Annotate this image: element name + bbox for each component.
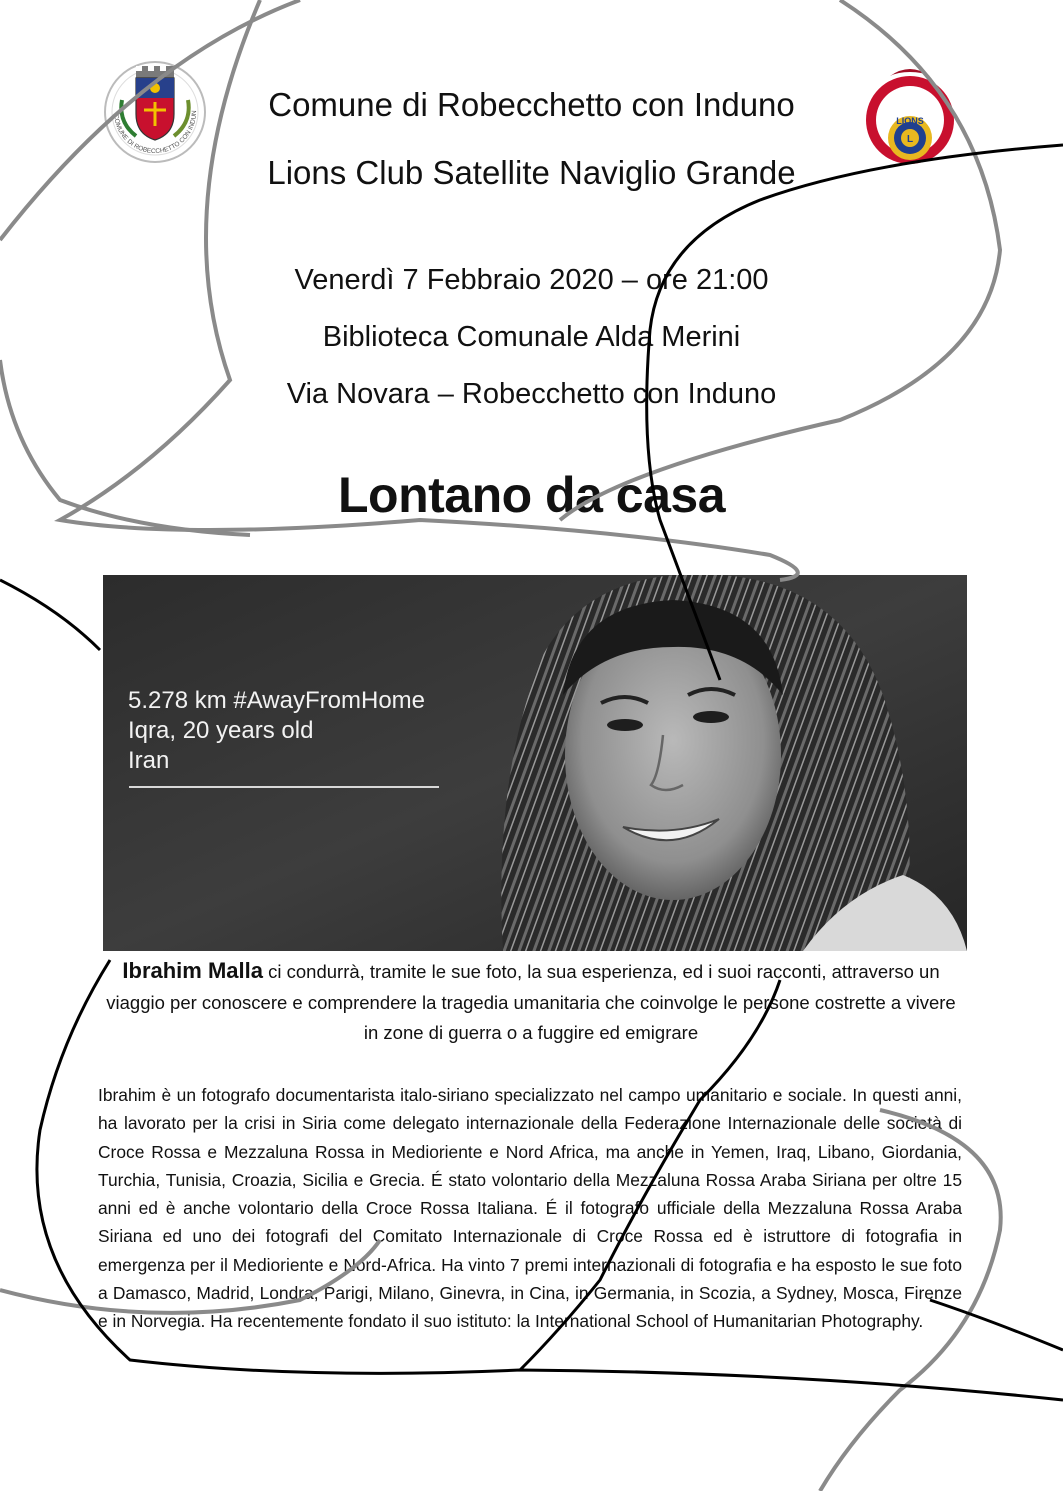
photo-caption-country: Iran	[128, 747, 170, 774]
event-date-time: Venerdì 7 Febbraio 2020 – ore 21:00	[294, 264, 769, 296]
photo-caption-person: Iqra, 20 years old	[128, 717, 314, 744]
lions-logo-text: LIONS	[896, 116, 924, 126]
event-address: Via Novara – Robecchetto con Induno	[286, 378, 777, 410]
header-comune: Comune di Robecchetto con Induno	[268, 86, 795, 123]
event-title: Lontano da casa	[337, 467, 726, 523]
speaker-name: Ibrahim Malla	[122, 958, 263, 983]
header-lions-club: Lions Club Satellite Naviglio Grande	[267, 154, 796, 191]
lead-text: ci condurrà, tramite le sue foto, la sua esperienza, ed i suoi racconti, attraverso un viaggio per conoscere e comprendere la tragedia umanitaria che coinvolge le persone costrette a vivere in zone di guerra o a fuggire ed emigrare	[106, 961, 956, 1043]
event-venue: Biblioteca Comunale Alda Merini	[322, 321, 741, 353]
coat-of-arms-ring-text: COMUNE DI ROBECCHETTO CON INDUN	[112, 110, 199, 156]
lead-paragraph	[98, 956, 964, 1049]
portrait-photo	[103, 575, 967, 951]
photo-caption-divider	[129, 786, 439, 788]
photo-caption-distance: 5.278 km #AwayFromHome	[128, 687, 425, 714]
biography-paragraph: Ibrahim è un fotografo documentarista italo-siriano specializzato nel campo umanitario e sociale. In questi anni, ha lavorato per la crisi in Siria come delegato internazionale della Federazione Internazionale delle società di Croce Rossa e Mezzaluna Rossa in Medioriente e Nord Africa, ma anche in Yemen, Iraq, Libano, Giordania, Turchia, Tunisia, Croazia, Sicilia e Grecia. É stato volontario della Mezzaluna Rossa Araba Siriana per oltre 15 anni ed è anche volontario della Croce Rossa Italiana. É il fotografo ufficiale della Mezzaluna Rossa Araba Siriana ed uno dei fotografi del Comitato Internazionale di Croce Rossa ed è istruttore di fotografia in emergenza per il Medioriente e Nord-Africa. Ha vinto 7 premi internazionali di fotografia e ha esposto le sue foto a Damasco, Madrid, Londra, Parigi, Milano, Ginevra, in Cina, in Germania, in Scozia, a Sydney, Mosca, Firenze e in Norvegia. Ha recentemente fondato il suo istituto: la International School of Humanitarian Photography.	[98, 1085, 962, 1332]
svg-text:L: L	[906, 134, 914, 145]
